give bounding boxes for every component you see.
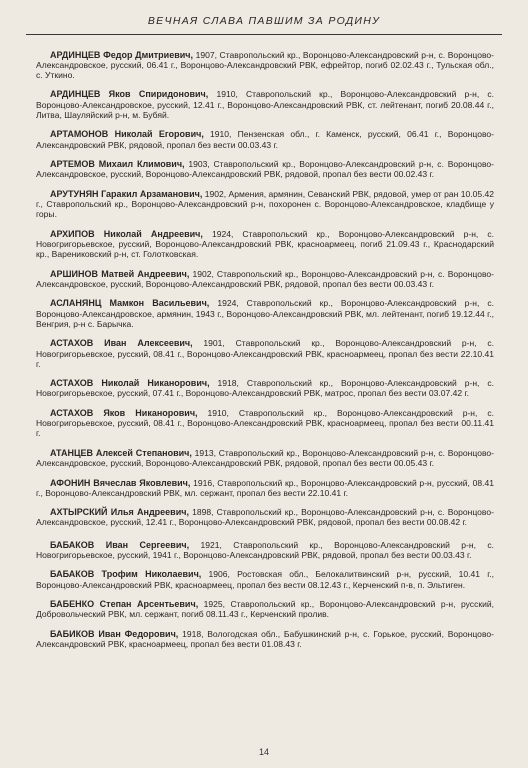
entry-record	[36, 629, 494, 650]
entry-details: 1918, Ставропольский кр., Воронцово-Александровский р-н, с. Новогригорьевское, русский, 07.41 г., Воронцово-Александровский РВК, матрос, пропал без вести 03.07.42 г.	[36, 378, 495, 399]
entry-record	[36, 229, 494, 260]
entry-record	[36, 129, 494, 150]
entry-details: 1898, Ставропольский кр., Воронцово-Александровский р-н, с. Воронцово-Александровское, русский, 12.41 г., Воронцово-Александровский РВК, рядовой, пропал без вести 00.08.42 г.	[36, 507, 494, 528]
entry-name: АРУТУНЯН Гаракил Арзаманович,	[50, 188, 203, 199]
entry-record	[36, 569, 494, 590]
entry-record	[36, 89, 494, 120]
entry-name: АХТЫРСКИЙ Илья Андреевич,	[50, 507, 189, 518]
entry-record	[36, 478, 494, 499]
entry-name: АСТАХОВ Николай Никанорович,	[50, 378, 210, 389]
entry-details: 1901, Ставропольский кр., Воронцово-Александровский р-н, с. Новогригорьевское, русский, 08.41 г., Воронцово-Александровский РВК, красноармеец, пропал без вести 22.10.41 г.	[36, 338, 494, 369]
entry-record	[36, 408, 494, 439]
header-title: ВЕЧНАЯ СЛАВА ПАВШИМ ЗА РОДИНУ	[147, 15, 381, 27]
entry-details: 1924, Ставропольский кр., Воронцово-Александровский р-н, с. Воронцово-Александровское, армянин, 1943 г., Воронцово-Александровский РВК, мл. лейтенант, погиб 19.12.44 г., Венгрия, р-н с. Барычка.	[36, 298, 495, 329]
entry-name: АРШИНОВ Матвей Андреевич,	[50, 268, 190, 279]
entry-details: 1921, Ставропольский кр., Воронцово-Александровский р-н, с. Новогригорьевское, русский, 1941 г., Воронцово-Александровский РВК, рядовой, пропал без вести 00.03.43 г.	[36, 539, 494, 560]
entry-record	[36, 507, 494, 528]
entry-name: АТАНЦЕВ Алексей Степанович,	[50, 447, 192, 458]
entry-name: АРТАМОНОВ Николай Егорович,	[50, 129, 204, 140]
entry-name: БАБАКОВ Трофим Николаевич,	[50, 569, 202, 580]
entry-record	[36, 189, 494, 220]
entry-name: БАБИКОВ Иван Федорович,	[50, 628, 179, 639]
entry-details: 1910, Пензенская обл., г. Каменск, русский, 06.41 г., Воронцово-Александровский РВК, рядовой, пропал без вести 00.03.43 г.	[36, 129, 494, 150]
entry-details: 1918, Вологодская обл., Бабушкинский р-н, с. Горькое, русский, Воронцово-Александровский РВК, красноармеец, пропал без вести 01.08.43 г.	[36, 628, 494, 650]
entry-details: 1902, Армения, армянин, Севанский РВК, рядовой, умер от ран 10.05.42 г., Ставропольский кр., Воронцово-Александровский р-н, похоронен с. Воронцово-Александровское, кладбище у горы.	[36, 188, 494, 220]
entry-name: АФОНИН Вячеслав Яковлевич,	[50, 477, 191, 488]
entry-name: АРДИНЦЕВ Федор Дмитриевич,	[50, 49, 194, 60]
entry-record	[36, 269, 494, 290]
entry-details: 1910, Ставропольский кр., Воронцово-Александровский р-н, с. Новогригорьевское, русский, 08.41 г., Воронцово-Александровский РВК, красноармеец, пропал без вести 00.11.41 г.	[36, 407, 494, 439]
entry-details: 1907, Ставропольский кр., Воронцово-Александровский р-н, с. Воронцово-Александровское, русский, 06.41 г., Воронцово-Александровский РВК, ефрейтор, погиб 02.02.43 г., Тульская обл., с. Уткино.	[36, 49, 495, 81]
entry-details: 1902, Ставропольский кр., Воронцово-Александровский р-н, с. Воронцово-Александровское, русский, Воронцово-Александровский РВК, рядовой, пропал без вести 00.03.43 г.	[36, 268, 494, 289]
entry-name: БАБЕНКО Степан Арсентьевич,	[50, 599, 199, 610]
entry-name: БАБАКОВ Иван Сергеевич,	[50, 539, 190, 550]
entry-name: АСТАХОВ Яков Никанорович,	[50, 407, 198, 418]
entry-details: 1924, Ставропольский кр., Воронцово-Александровский р-н, с. Новогригорьевское, русский, Воронцово-Александровский РВК, красноармеец, погиб 21.09.43 г., Краснодарский кр., Варениковский р-н, ст. Голотковская.	[36, 228, 494, 260]
entry-details: 1906, Ростовская обл., Белокалитвинский р-н, русский, 10.41 г., Воронцово-Александровский РВК, красноармеец, пропал без вести 08.12.43 г., Керченский п-в, п. Эльтиген.	[36, 569, 495, 590]
entry-record	[36, 540, 494, 561]
entry-record	[36, 338, 494, 369]
entry-name: АСЛАНЯНЦ Мамкон Васильевич,	[50, 298, 210, 309]
entry-details: 1903, Ставропольский кр., Воронцово-Александровский р-н, с. Воронцово-Александровское, русский, Воронцово-Александровский РВК, рядовой, пропал без вести 00.02.43 г.	[36, 159, 494, 180]
entry-details: 1916, Ставропольский кр., Воронцово-Александровский р-н, русский, 08.41 г., Воронцово-Александровский РВК, мл. сержант, пропал без вести 22.10.41 г.	[36, 477, 495, 498]
running-header	[26, 4, 502, 35]
entry-details: 1910, Ставропольский кр., Воронцово-Александровский р-н, с. Воронцово-Александровское, русский, 12.41 г., Воронцово-Александровский РВК, ст. лейтенант, погиб 20.08.44 г., Литва, Шауляйский р-н, м. Бубяй.	[36, 89, 495, 120]
entry-name: АРТЕМОВ Михаил Климович,	[50, 159, 185, 170]
entry-name: АСТАХОВ Иван Алексеевич,	[50, 338, 193, 349]
entry-record	[36, 159, 494, 180]
entry-details: 1913, Ставропольский кр., Воронцово-Александровский р-н, с. Воронцово-Александровское, русский, Воронцово-Александровский РВК, рядовой, пропал без вести 00.05.43 г.	[36, 447, 494, 469]
entry-record	[36, 378, 494, 399]
page-number: 14	[258, 747, 269, 757]
entry-name: АРХИПОВ Николай Андреевич,	[50, 228, 203, 239]
entry-details: 1925, Ставропольский кр., Воронцово-Александровский р-н, русский, Добровольческий РВК, мл. сержант, погиб 08.11.43 г., Керченский пролив.	[36, 599, 495, 620]
entry-record	[36, 599, 494, 620]
entries-list	[36, 41, 494, 658]
entry-record	[36, 448, 494, 469]
entry-name: АРДИНЦЕВ Яков Спиридонович,	[50, 89, 209, 100]
entry-record	[36, 298, 494, 329]
entry-record	[36, 50, 494, 81]
